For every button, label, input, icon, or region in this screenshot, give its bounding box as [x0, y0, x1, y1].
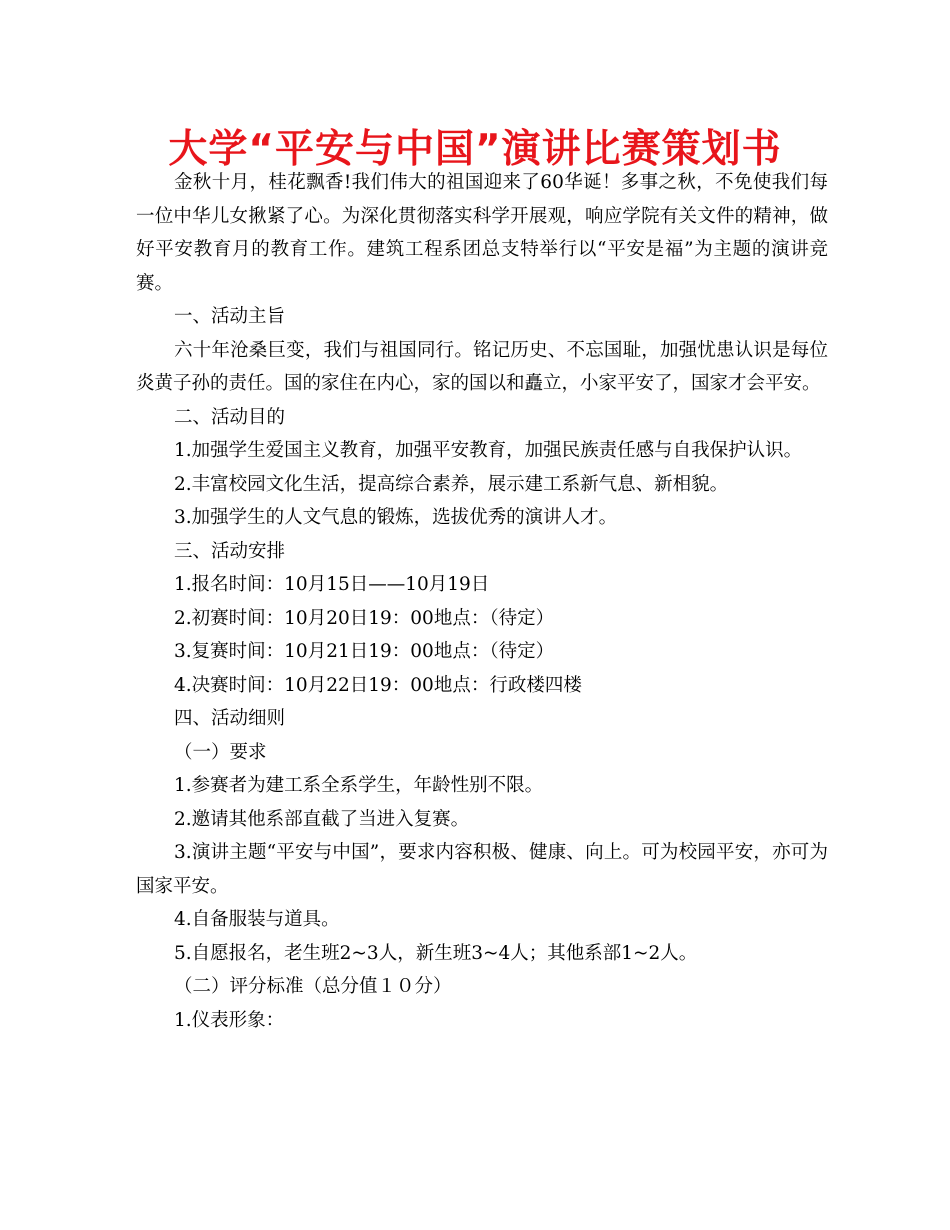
list-item: 3.演讲主题“平安与中国”，要求内容积极、健康、向上。可为校园平安，亦可为国家平安。	[136, 842, 828, 897]
list-item: 2.初赛时间：10月20日19：00地点：（待定）	[174, 607, 555, 629]
section-heading: 一、活动主旨	[174, 306, 286, 327]
document-body	[136, 166, 828, 1037]
section-heading: 三、活动安排	[174, 540, 286, 562]
list-item: 3.加强学生的人文气息的锻炼，选拔优秀的演讲人才。	[174, 507, 618, 528]
subsection-heading: （一）要求	[174, 741, 267, 763]
list-item: 1.参赛者为建工系全系学生，年龄性别不限。	[174, 775, 544, 796]
list-item: 1.仪表形象：	[174, 1009, 285, 1031]
paragraph: 六十年沧桑巨变，我们与祖国同行。铭记历史、不忘国耻，加强忧患认识是每位炎黄子孙的责任。国的家住在内心，家的国以和矗立，小家平安了，国家才会平安。	[136, 339, 828, 394]
section-heading: 二、活动目的	[174, 406, 286, 428]
document-title: 大学“平安与中国”演讲比赛策划书	[168, 127, 782, 172]
section-heading: 四、活动细则	[174, 708, 286, 729]
subsection-heading: （二）评分标准（总分值１０分）	[174, 976, 452, 997]
list-item: 4.决赛时间：10月22日19：00地点：行政楼四楼	[174, 674, 582, 696]
list-item: 1.加强学生爱国主义教育，加强平安教育，加强民族责任感与自我保护认识。	[174, 440, 803, 461]
list-item: 3.复赛时间：10月21日19：00地点：（待定）	[174, 641, 555, 662]
list-item: 2.丰富校园文化生活，提高综合素养，展示建工系新气息、新相貌。	[174, 473, 729, 495]
list-item: 4.自备服装与道具。	[174, 909, 340, 930]
intro-paragraph: 金秋十月，桂花飘香!我们伟大的祖国迎来了60华诞！多事之秋，不免使我们每一位中华儿女揪紧了心。为深化贯彻落实科学开展观，响应学院有关文件的精神，做好平安教育月的教育工作。建筑工程系团总支特举行以“平安是福”为主题的演讲竞赛。	[136, 172, 828, 294]
list-item: 1.报名时间：10月15日——10月19日	[174, 574, 490, 595]
list-item: 5.自愿报名，老生班2~3人，新生班3~4人；其他系部1~2人。	[174, 942, 698, 964]
list-item: 2.邀请其他系部直截了当进入复赛。	[174, 808, 470, 830]
